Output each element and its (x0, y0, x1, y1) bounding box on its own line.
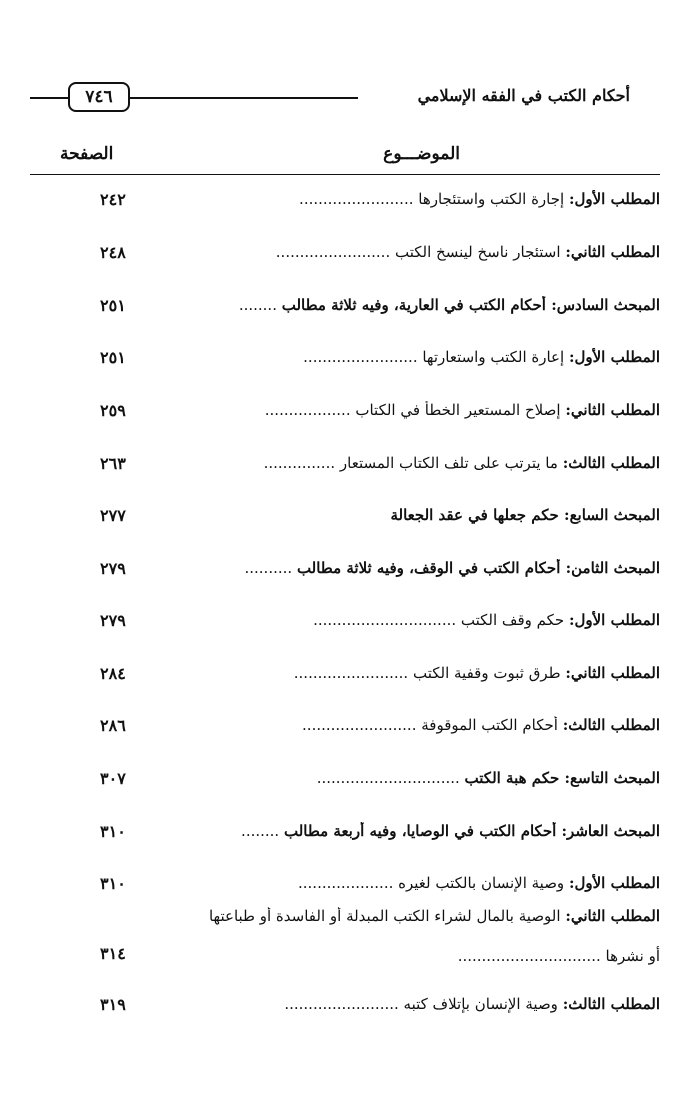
entry-label: المطلب الأول: (568, 611, 660, 629)
running-title: أحكام الكتب في الفقه الإسلامي (417, 86, 630, 105)
entry-label: المبحث العاشر: (561, 822, 660, 840)
entry-page-number: ٣١٠ (100, 874, 126, 893)
entry-label: المطلب الثاني: (565, 664, 660, 682)
entry-page-number: ٢٧٧ (100, 506, 126, 525)
entry-leader: .................... (298, 874, 399, 892)
entry-page-number: ٣١٩ (100, 995, 126, 1014)
toc-entry (0, 182, 694, 222)
toc-entry (0, 987, 694, 1027)
entry-title-continuation: أو نشرها (605, 947, 660, 965)
entry-label: المطلب الأول: (568, 348, 660, 366)
entry-leader: .............................. (316, 769, 465, 787)
entry-page-number: ٢٤٢ (100, 190, 126, 209)
page-column-heading: الصفحة (60, 144, 114, 164)
entry-page-number: ٢٥١ (100, 348, 126, 367)
entry-leader: ........................ (284, 995, 404, 1013)
toc-entry (0, 899, 694, 989)
entry-title: إصلاح المستعير الخطأ في الكتاب (355, 401, 566, 419)
entry-leader: ........................ (303, 348, 423, 366)
page-number: ٧٤٦ (68, 82, 130, 112)
toc-entry (0, 814, 694, 854)
entry-label: المطلب الثاني: (565, 907, 660, 925)
entry-title: حكم جعلها في عقد الجعالة (390, 506, 565, 524)
entry-title: أحكام الكتب الموقوفة (421, 716, 563, 734)
toc-entry (0, 340, 694, 380)
entry-leader: ........ (238, 296, 282, 314)
toc-entry (0, 708, 694, 748)
headings-divider (30, 174, 660, 175)
entry-title: ما يترتب على تلف الكتاب المستعار (339, 454, 563, 472)
entry-label: المطلب الثاني: (565, 401, 660, 419)
entry-title: طرق ثبوت وقفية الكتب (412, 664, 566, 682)
entry-title: حكم وقف الكتب (460, 611, 569, 629)
entry-page-number: ٢٤٨ (100, 243, 126, 262)
column-headings (30, 140, 660, 174)
toc-entry (0, 393, 694, 433)
entry-title: حكم هبة الكتب (464, 769, 565, 787)
entry-leader: .................. (264, 401, 356, 419)
entry-leader: .......... (244, 559, 297, 577)
entry-page-number: ٢٧٩ (100, 559, 126, 578)
entry-label: المطلب الأول: (568, 874, 660, 892)
entry-title: وصية الإنسان بالكتب لغيره (398, 874, 569, 892)
toc-entry (0, 235, 694, 275)
header-rule (130, 97, 358, 99)
entry-leader: ........ (241, 822, 284, 840)
toc-entry (0, 656, 694, 696)
entry-leader: ........................ (293, 664, 413, 682)
header-rule-left (30, 97, 70, 99)
entry-label: المبحث السابع: (564, 506, 660, 524)
entry-title: إجارة الكتب واستئجارها (418, 190, 569, 208)
entry-page-number: ٢٧٩ (100, 611, 126, 630)
entry-leader: ........................ (299, 190, 419, 208)
entry-page-number: ٢٦٣ (100, 454, 126, 473)
entry-label: المطلب الأول: (568, 190, 660, 208)
entry-title: أحكام الكتب في العارية، وفيه ثلاثة مطالب (281, 296, 552, 314)
entry-leader: ........................ (302, 716, 422, 734)
entry-label: المطلب الثالث: (562, 454, 660, 472)
toc-entry (0, 761, 694, 801)
entry-page-number: ٢٨٦ (100, 716, 126, 735)
toc-entry (0, 498, 694, 538)
toc-entry (0, 551, 694, 591)
entry-leader: .............................. (457, 947, 606, 965)
entry-title: إعارة الكتب واستعارتها (422, 348, 569, 366)
running-header (30, 78, 630, 118)
entry-label: المطلب الثالث: (562, 716, 660, 734)
entry-page-number: ٢٥٩ (100, 401, 126, 420)
entry-label: المطلب الثاني: (565, 243, 660, 261)
entry-label: المبحث الثامن: (565, 559, 660, 577)
entry-leader: .............................. (313, 611, 461, 629)
entry-leader: ............... (263, 454, 340, 472)
entry-title: أحكام الكتب في الوقف، وفيه ثلاثة مطالب (296, 559, 566, 577)
entry-title: أحكام الكتب في الوصايا، وفيه أربعة مطالب (283, 822, 562, 840)
toc-entry (0, 288, 694, 328)
entry-label: المبحث السادس: (551, 296, 660, 314)
toc-entry (0, 603, 694, 643)
entry-page-number: ٣١٤ (100, 944, 126, 963)
entry-label: المطلب الثالث: (562, 995, 660, 1013)
entry-leader: ........................ (275, 243, 395, 261)
entry-title: استئجار ناسخ لينسخ الكتب (394, 243, 566, 261)
entry-title: الوصية بالمال لشراء الكتب المبدلة أو الفاسدة أو طباعتها (208, 907, 566, 925)
toc-entry (0, 446, 694, 486)
entry-title: وصية الإنسان بإتلاف كتبه (403, 995, 563, 1013)
entry-page-number: ٣١٠ (100, 822, 126, 841)
entry-page-number: ٣٠٧ (100, 769, 126, 788)
subject-column-heading: الموضـــوع (383, 144, 460, 164)
entry-page-number: ٢٥١ (100, 296, 126, 315)
entry-label: المبحث التاسع: (564, 769, 660, 787)
entry-page-number: ٢٨٤ (100, 664, 126, 683)
